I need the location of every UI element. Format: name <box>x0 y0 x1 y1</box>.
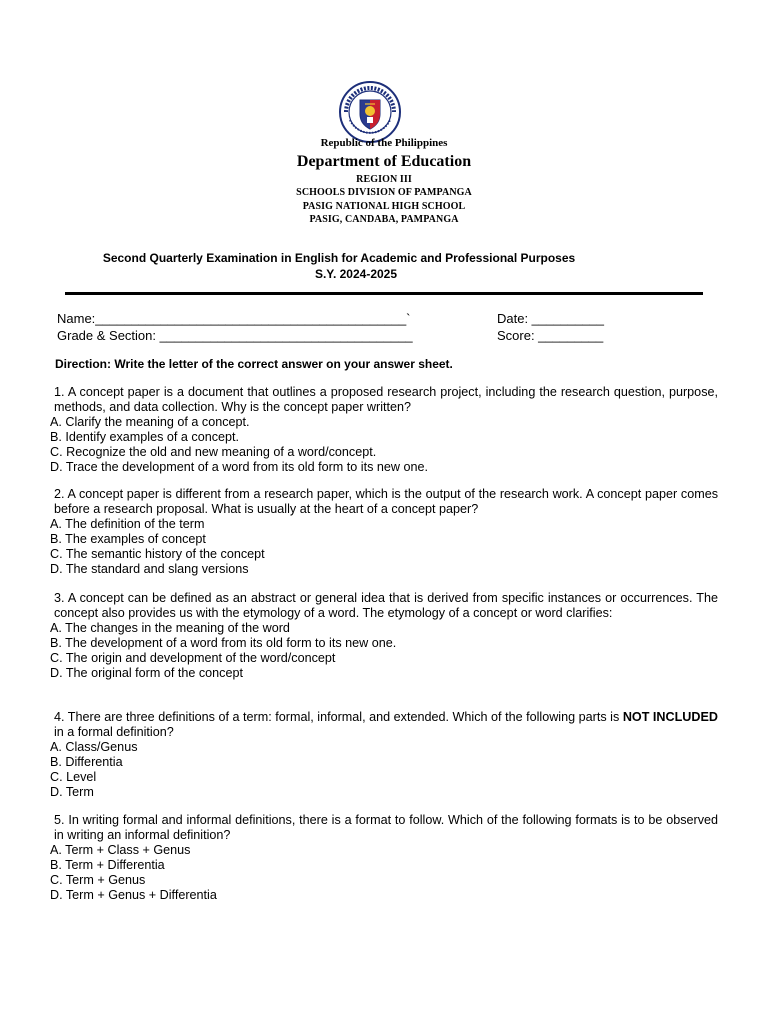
question-4 <box>50 710 718 800</box>
header-region: REGION III <box>356 174 412 185</box>
question-stem-emphasis: NOT INCLUDED <box>622 710 718 724</box>
header-republic: Republic of the Philippines <box>320 137 448 149</box>
header-school: PASIG NATIONAL HIGH SCHOOL <box>302 201 466 212</box>
answer-option-a: A. The definition of the term <box>50 517 205 531</box>
exam-title: Second Quarterly Examination in English for Academic and Professional Purposes <box>102 251 576 265</box>
question-3 <box>50 591 718 681</box>
question-2 <box>50 487 718 577</box>
question-stem: 2. A concept paper is different from a research paper, which is the output of the research work. A concept paper comes before a research proposal. What is usually at the heart of a concept paper? <box>54 487 718 516</box>
header-department: Department of Education <box>296 153 472 170</box>
grade-section-field: Grade & Section: ___________________________________ <box>57 328 413 343</box>
header-division: SCHOOLS DIVISION OF PAMPANGA <box>296 187 472 198</box>
answer-option-b: B. Differentia <box>50 755 123 769</box>
question-stem: 1. A concept paper is a document that outlines a proposed research project, including the research question, purpose, methods, and data collection. Why is the concept paper written? <box>54 385 718 414</box>
question-1 <box>50 385 718 475</box>
deped-seal-icon <box>338 80 402 144</box>
answer-option-a: A. Term + Class + Genus <box>50 843 191 857</box>
question-5 <box>50 813 718 903</box>
answer-option-c: C. The origin and development of the word/concept <box>50 651 336 665</box>
question-stem: 3. A concept can be defined as an abstract or general idea that is derived from specific instances or occurrences. The concept also provides us with the etymology of a word. The etymology of a concept or word clarifies: <box>54 591 718 620</box>
answer-option-a: A. Class/Genus <box>50 740 138 754</box>
header-address: PASIG, CANDABA, PAMPANGA <box>309 214 459 225</box>
answer-option-c: C. Recognize the old and new meaning of a word/concept. <box>50 445 377 459</box>
answer-option-d: D. The standard and slang versions <box>50 562 249 576</box>
answer-option-c: C. Level <box>50 770 97 784</box>
answer-option-c: C. Term + Genus <box>50 873 146 887</box>
answer-option-c: C. The semantic history of the concept <box>50 547 265 561</box>
question-stem-text-end: in a formal definition? <box>54 725 174 739</box>
answer-option-b: B. The examples of concept <box>50 532 206 546</box>
question-stem <box>54 710 718 740</box>
question-stem: 5. In writing formal and informal definitions, there is a format to follow. Which of the following formats is to be observed in writing an informal definition? <box>54 813 718 842</box>
direction-text: Direction: Write the letter of the correct answer on your answer sheet. <box>55 357 453 371</box>
answer-option-b: B. Term + Differentia <box>50 858 165 872</box>
question-stem-text: 4. There are three definitions of a term: formal, informal, and extended. Which of the following parts is <box>54 710 623 724</box>
header-divider <box>65 292 703 295</box>
name-field: Name:___________________________________________` <box>57 311 411 326</box>
answer-option-a: A. The changes in the meaning of the word <box>50 621 290 635</box>
answer-option-d: D. Term + Genus + Differentia <box>50 888 217 902</box>
score-field: Score: _________ <box>497 328 604 343</box>
answer-option-a: A. Clarify the meaning of a concept. <box>50 415 250 429</box>
answer-option-b: B. Identify examples of a concept. <box>50 430 240 444</box>
answer-option-d: D. Term <box>50 785 94 799</box>
answer-option-b: B. The development of a word from its old form to its new one. <box>50 636 397 650</box>
answer-option-d: D. Trace the development of a word from its old form to its new one. <box>50 460 428 474</box>
date-field: Date: __________ <box>497 311 604 326</box>
answer-option-d: D. The original form of the concept <box>50 666 243 680</box>
exam-school-year: S.Y. 2024-2025 <box>314 267 398 281</box>
